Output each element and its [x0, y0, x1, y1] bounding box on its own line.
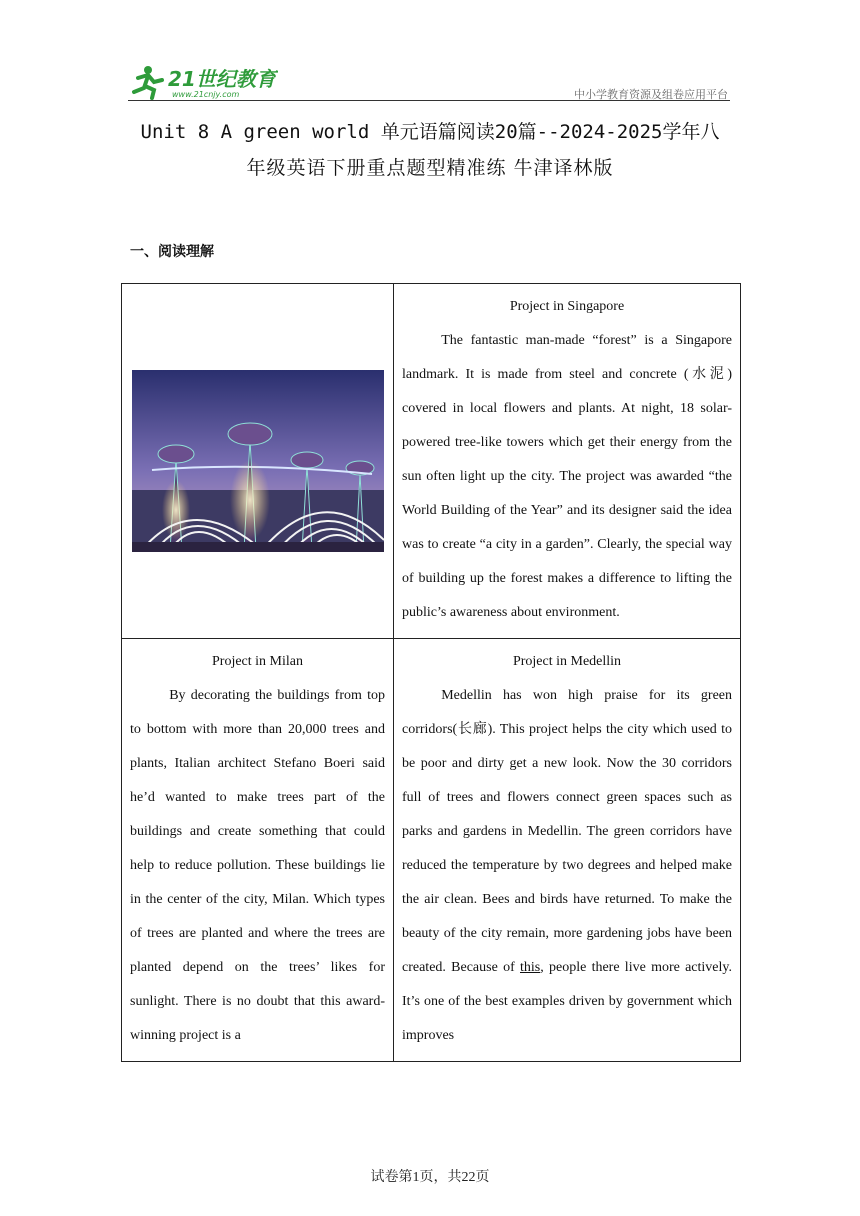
- medellin-text: [402, 679, 732, 1053]
- platform-slogan: 中小学教育资源及组卷应用平台: [574, 88, 728, 101]
- svg-text:21世纪教育: 21世纪教育: [168, 67, 276, 91]
- page-footer: 试卷第1页，共22页: [370, 1170, 490, 1185]
- title-line-2: 年级英语下册重点题型精准练 牛津译林版: [246, 157, 614, 179]
- milan-text: By decorating the buildings from top to bottom with more than 20,000 trees and plants, Italian architect Stefano Boeri said he’d wanted to make trees part of the buildings and create something that could help to reduce pollution. These buildings lie in the center of the city, Milan. Which types of trees are planted and where the trees are planted depend on the trees’ likes for sunlight. There is no doubt that this award-winning project is a: [130, 688, 385, 1043]
- medellin-title: Project in Medellin: [512, 654, 622, 669]
- section-heading: 一、阅读理解: [130, 244, 214, 260]
- milan-title: Project in Milan: [212, 654, 303, 669]
- header-divider: [128, 100, 730, 101]
- singapore-text: The fantastic man-made “forest” is a Singapore landmark. It is made from steel and concrete (水泥) covered in local flowers and plants. At night, 18 solar-powered tree-like towers which get their energy from the sun often light up the city. The project was awarded “the World Building of the Year” and its designer said the idea was to create “a city in a garden”. Clearly, the special way of building up the forest makes a difference to lifting the public’s awareness about environment.: [402, 333, 732, 620]
- brand-logo: [128, 62, 278, 100]
- document-title: [120, 114, 740, 186]
- singapore-cell: [394, 284, 741, 639]
- image-cell: [122, 284, 394, 639]
- supertree-photo: [132, 370, 384, 552]
- svg-text:www.21cnjy.com: www.21cnjy.com: [172, 90, 240, 99]
- medellin-underlined-word: this: [520, 960, 541, 975]
- singapore-title: Project in Singapore: [509, 299, 625, 314]
- page-header: [128, 60, 730, 102]
- table-row: [122, 284, 741, 639]
- medellin-text-after: , people there live more actively. It’s one of the best examples driven by government which improves: [402, 960, 732, 1043]
- medellin-cell: [394, 639, 741, 1062]
- medellin-text-before: Medellin has won high praise for its green corridors(长廊). This project helps the city which used to be poor and dirty get a new look. Now the 30 corridors full of trees and flowers connect green spaces such as parks and gardens in Medellin. The green corridors have reduced the temperature by two degrees and helped make the air clean. Bees and birds have returned. To make the beauty of the city remain, more gardening jobs have been created. Because of: [402, 688, 732, 975]
- reading-table: [121, 283, 741, 1062]
- table-row: [122, 639, 741, 1062]
- title-line-1: Unit 8 A green world 单元语篇阅读20篇--2024-2025学年八: [140, 121, 720, 143]
- milan-cell: [122, 639, 394, 1062]
